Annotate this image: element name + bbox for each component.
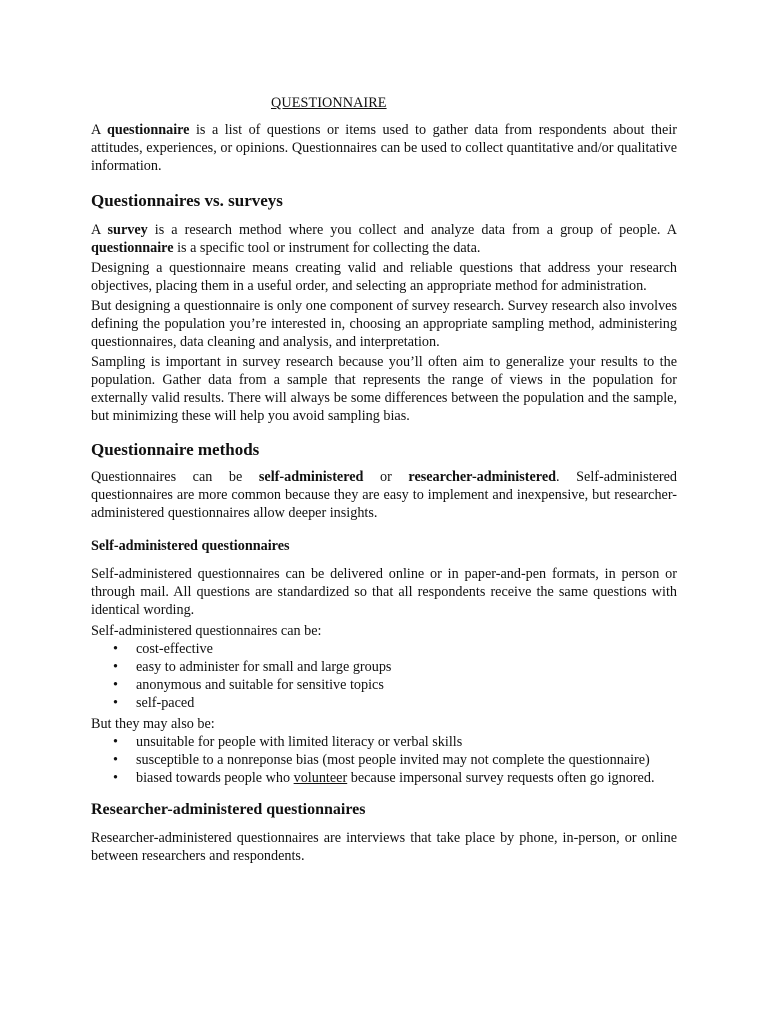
cons-list <box>91 733 677 787</box>
document-body <box>91 94 677 865</box>
self-administered-term: self-administered <box>258 469 364 485</box>
intro-text-c: is a list of questions or items used to gather data from respondents about their attitudes, experiences, or opinions. Questionnaires can be used to collect quantitative and/or qualitative information. <box>91 122 677 174</box>
survey-definition-paragraph <box>91 221 677 257</box>
questionnaire-term: questionnaire <box>91 240 174 256</box>
con3-text-a: biased towards people who <box>136 770 294 786</box>
con3-text-b: because impersonal survey requests often go ignored. <box>347 770 655 786</box>
survey-term: survey <box>107 222 148 238</box>
heading-researcher-administered: Researcher-administered questionnaires <box>91 801 366 818</box>
pros-intro: Self-administered questionnaires can be: <box>91 623 322 639</box>
list-item: • unsuitable for people with limited literacy or verbal skills <box>136 733 677 751</box>
heading-questionnaires-vs-surveys: Questionnaires vs. surveys <box>91 191 283 210</box>
heading-questionnaire-methods: Questionnaire methods <box>91 440 260 459</box>
intro-text-a: A <box>91 122 107 138</box>
list-item <box>136 769 677 787</box>
pros-list <box>91 640 677 712</box>
heading-self-administered: Self-administered questionnaires <box>91 538 290 554</box>
self-admin-paragraph: Self-administered questionnaires can be delivered online or in paper-and-pen formats, in person or through mail. All questions are standardized so that all respondents receive the same questions with identical wording. <box>91 566 677 618</box>
intro-term: questionnaire <box>106 122 190 138</box>
volunteer-link[interactable]: volunteer <box>293 770 348 786</box>
sampling-paragraph: Sampling is important in survey research because you’ll often aim to generalize your results to the population. Gather data from a sample that represents the range of views in the population for externally valid results. There will always be some differences between the population and the sample, but minimizing these will help you avoid sampling bias. <box>91 354 677 424</box>
cons-intro: But they may also be: <box>91 716 215 732</box>
survey-def-a: A <box>91 222 108 238</box>
methods-paragraph <box>91 468 677 522</box>
list-item: • easy to administer for small and large groups <box>136 658 677 676</box>
designing-paragraph: Designing a questionnaire means creating valid and reliable questions that address your research objectives, placing them in a useful order, and selecting an appropriate method for administration. <box>91 260 677 294</box>
list-item: • cost-effective <box>136 640 677 658</box>
list-item: • susceptible to a nonreponse bias (most people invited may not complete the questionnaire) <box>136 751 677 769</box>
list-item: • anonymous and suitable for sensitive topics <box>136 676 677 694</box>
researcher-admin-paragraph: Researcher-administered questionnaires are interviews that take place by phone, in-person, or online between researchers and respondents. <box>91 830 677 864</box>
methods-or: or <box>363 469 409 485</box>
intro-paragraph <box>91 121 677 175</box>
list-item: • self-paced <box>136 694 677 712</box>
document-title: QUESTIONNAIRE <box>271 95 387 111</box>
methods-text-a: Questionnaires can be <box>91 469 259 485</box>
researcher-administered-term: researcher-administered <box>408 469 557 485</box>
survey-research-paragraph: But designing a questionnaire is only one component of survey research. Survey research also involves defining the population you’re interested in, choosing an appropriate sampling method, administering questionnaires, data cleaning and analysis, and interpretation. <box>91 298 677 350</box>
survey-def-b: is a research method where you collect and analyze data from a group of people. A <box>147 222 678 238</box>
methods-text-b: . Self-administered questionnaires are more common because they are easy to implement and inexpensive, but researcher-administered questionnaires allow deeper insights. <box>91 469 678 521</box>
survey-def-c: is a specific tool or instrument for collecting the data. <box>173 240 481 256</box>
